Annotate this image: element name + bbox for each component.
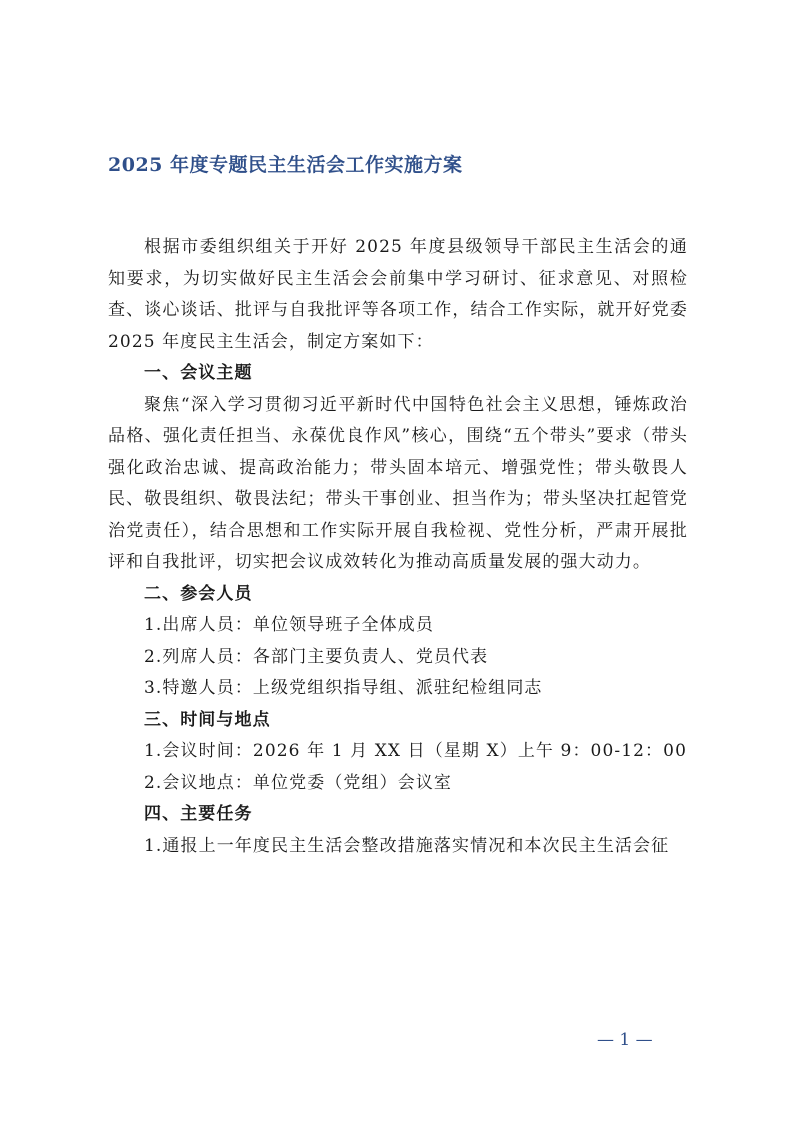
time-item: 1.会议时间：2026 年 1 月 XX 日（星期 X）上午 9：00-12：00 <box>144 741 687 761</box>
section-heading-theme: 一、会议主题 <box>144 363 253 383</box>
place-item: 2.会议地点：单位党委（党组）会议室 <box>144 772 453 793</box>
document-title: 2025 年度专题民主生活会工作实施方案 <box>108 154 463 176</box>
attendee-item: 2.列席人员：各部门主要负责人、党员代表 <box>144 646 489 667</box>
document-body <box>108 232 688 862</box>
section-heading-tasks: 四、主要任务 <box>144 804 253 824</box>
attendee-item: 3.特邀人员：上级党组织指导组、派驻纪检组同志 <box>144 678 543 698</box>
theme-paragraph: 聚焦“深入学习贯彻习近平新时代中国特色社会主义思想，锤炼政治品格、强化责任担当、永葆优良作风”核心，围绕“五个带头”要求（带头强化政治忠诚、提高政治能力；带头固本培元、增强党性；带头敬畏人民、敬畏组织、敬畏法纪；带头干事创业、担当作为；带头坚决扛起管党治党责任），结合思想和工作实际开展自我检视、党性分析，严肃开展批评和自我批评，切实把会议成效转化为推动高质量发展的强大动力。 <box>108 394 688 572</box>
attendee-item: 1.出席人员：单位领导班子全体成员 <box>144 615 434 635</box>
page-number: — 1 — <box>597 1030 653 1050</box>
section-heading-time-place: 三、时间与地点 <box>144 709 271 730</box>
intro-paragraph: 根据市委组织组关于开好 2025 年度县级领导干部民主生活会的通知要求，为切实做好民主生活会会前集中学习研讨、征求意见、对照检查、谈心谈话、批评与自我批评等各项工作，结合工作实际，就开好党委 2025 年度民主生活会，制定方案如下： <box>108 237 688 352</box>
task-item: 1.通报上一年度民主生活会整改措施落实情况和本次民主生活会征 <box>144 835 670 856</box>
section-heading-attendees: 二、参会人员 <box>144 583 253 604</box>
